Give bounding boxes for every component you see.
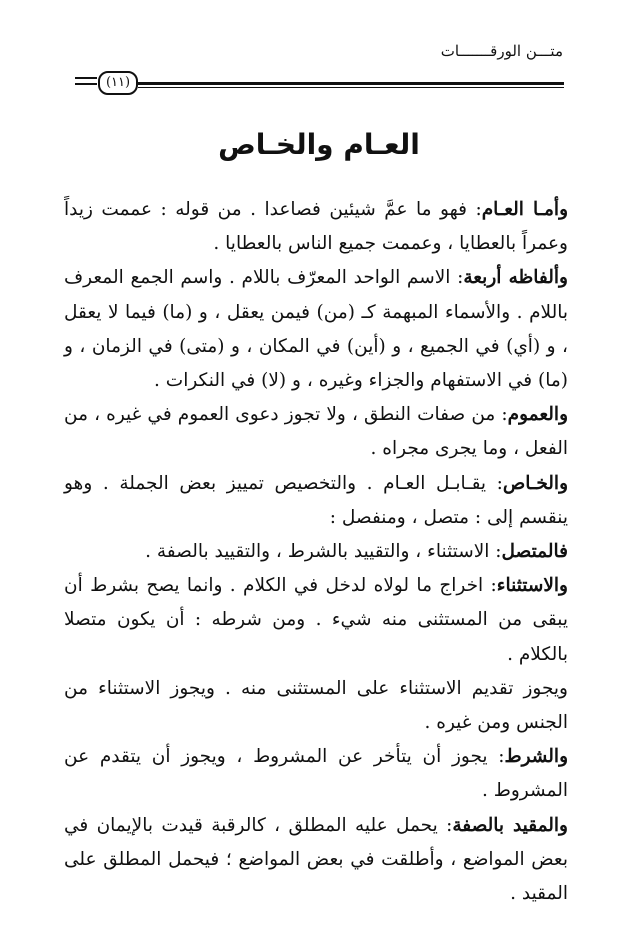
running-title: متـــن الورقـــــــات: [440, 42, 563, 60]
paragraph-term: والعموم: [507, 404, 568, 426]
paragraph: [64, 569, 568, 672]
paragraph-term: والاستثناء: [496, 575, 568, 597]
paragraph-term: فالمتصل: [501, 541, 568, 563]
body-text: [64, 193, 568, 911]
paragraph-text: : يقـابـل العـام . والتخصيص تمييز بعض الجملة . وهو ينقسم إلى : متصل ، ومنفصل :: [64, 472, 568, 528]
paragraph-text: : اخراج ما لولاه لدخل في الكلام . وانما يصح بشرط أن يبقى من المستثنى منه شيء . ومن شرطه : أن يكون متصلا بالكلام .: [64, 575, 568, 665]
paragraph-text: : الاستثناء ، والتقييد بالشرط ، والتقييد بالصفة .: [145, 541, 502, 563]
header-rule: [138, 82, 564, 88]
paragraph: [64, 672, 568, 740]
paragraph-term: والشرط: [504, 746, 568, 768]
paragraph: [64, 398, 568, 466]
paragraph-text: : من صفات النطق ، ولا تجوز دعوى العموم في غيره ، من الفعل ، وما يجرى مجراه .: [64, 404, 568, 460]
paragraph-text: : الاسم الواحد المعرّف باللام . واسم الجمع المعرف باللام . والأسماء المبهمة كـ (من) فيمن يعقل ، و (ما) فيما لا يعقل ، و (أي) في الجميع ، و (أين) في المكان ، و (متى) في الزمان ، و (ما) في الاستفهام والجزاء وغيره ، و (لا) في النكرات .: [64, 267, 568, 392]
paragraph-term: وألفاظه أربعة: [463, 267, 568, 289]
paragraph: [64, 193, 568, 261]
paragraph-text: : يحمل عليه المطلق ، كالرقبة قيدت بالإيمان في بعض المواضع ، وأطلقت في بعض المواضع ؛ فيحمل المطلق على المقيد .: [64, 814, 568, 905]
paragraph-text: : فهو ما عمَّ شيئين فصاعدا . من قوله : عممت زيداً وعمراً بالعطايا ، وعممت جميع الناس بالعطايا .: [64, 199, 568, 255]
paragraph: [64, 261, 568, 398]
paragraph-term: والمقيد بالصفة: [452, 814, 568, 836]
paragraph: [64, 809, 568, 912]
section-heading: العـام والخـاص: [218, 128, 420, 161]
page-number: (١١): [98, 71, 138, 95]
header-rule-short: [75, 77, 97, 85]
paragraph-text: ويجوز تقديم الاستثناء على المستثنى منه . ويجوز الاستثناء من الجنس ومن غيره .: [64, 677, 568, 734]
paragraph-term: والخـاص: [502, 472, 568, 494]
paragraph: [64, 535, 568, 569]
paragraph: [64, 740, 568, 808]
paragraph-text: : يجوز أن يتأخر عن المشروط ، ويجوز أن يتقدم عن المشروط .: [64, 746, 568, 802]
paragraph-term: وأمـا العـام: [481, 199, 568, 220]
paragraph: [64, 467, 568, 535]
